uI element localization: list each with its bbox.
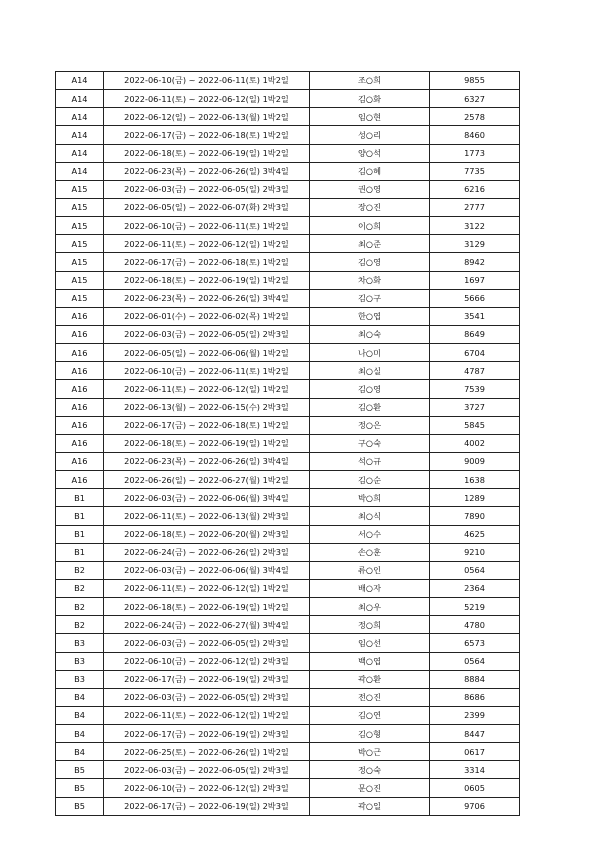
stay-period-cell: 2022-06-11(토) ~ 2022-06-12(일) 1박2일 [104,90,310,108]
reservation-code-cell: 6216 [430,180,520,198]
stay-period-cell: 2022-06-05(일) ~ 2022-06-06(월) 1박2일 [104,344,310,362]
stay-period-cell: 2022-06-26(일) ~ 2022-06-27(월) 1박2일 [104,471,310,489]
table-row [56,398,520,416]
stay-period-cell: 2022-06-11(토) ~ 2022-06-12(일) 1박2일 [104,380,310,398]
table-row [56,670,520,688]
site-cell: A16 [56,325,104,343]
guest-name-cell: 김○혜 [310,162,430,180]
reservation-code-cell: 5666 [430,289,520,307]
site-cell: A14 [56,126,104,144]
guest-name-cell: 문○진 [310,779,430,797]
reservation-code-cell: 1289 [430,489,520,507]
stay-period-cell: 2022-06-03(금) ~ 2022-06-05(일) 2박3일 [104,634,310,652]
reservation-code-cell: 1697 [430,271,520,289]
stay-period-cell: 2022-06-24(금) ~ 2022-06-26(일) 2박3일 [104,543,310,561]
site-cell: A15 [56,198,104,216]
site-cell: A15 [56,235,104,253]
table-row [56,706,520,724]
reservation-code-cell: 2399 [430,706,520,724]
site-cell: B5 [56,797,104,815]
guest-name-cell: 정○희 [310,616,430,634]
site-cell: B2 [56,579,104,597]
site-cell: A16 [56,344,104,362]
guest-name-cell: 백○엽 [310,652,430,670]
reservation-code-cell: 9855 [430,72,520,90]
table-row [56,416,520,434]
site-cell: B3 [56,652,104,670]
site-cell: B1 [56,489,104,507]
stay-period-cell: 2022-06-18(토) ~ 2022-06-19(일) 1박2일 [104,271,310,289]
table-row [56,598,520,616]
site-cell: B5 [56,779,104,797]
site-cell: A16 [56,471,104,489]
table-row [56,725,520,743]
reservation-code-cell: 7539 [430,380,520,398]
reservation-code-cell: 4002 [430,434,520,452]
stay-period-cell: 2022-06-23(목) ~ 2022-06-26(일) 3박4일 [104,289,310,307]
site-cell: B2 [56,616,104,634]
stay-period-cell: 2022-06-23(목) ~ 2022-06-26(일) 3박4일 [104,162,310,180]
site-cell: B1 [56,543,104,561]
site-cell: B3 [56,670,104,688]
site-cell: A15 [56,180,104,198]
guest-name-cell: 차○화 [310,271,430,289]
table-row [56,579,520,597]
table-row [56,271,520,289]
guest-name-cell: 장○진 [310,198,430,216]
guest-name-cell: 전○진 [310,688,430,706]
reservation-code-cell: 5845 [430,416,520,434]
site-cell: A14 [56,108,104,126]
site-cell: A15 [56,217,104,235]
table-row [56,144,520,162]
stay-period-cell: 2022-06-18(토) ~ 2022-06-19(일) 1박2일 [104,144,310,162]
stay-period-cell: 2022-06-17(금) ~ 2022-06-19(일) 2박3일 [104,797,310,815]
reservation-code-cell: 3122 [430,217,520,235]
reservation-code-cell: 8460 [430,126,520,144]
table-row [56,253,520,271]
table-row [56,325,520,343]
stay-period-cell: 2022-06-24(금) ~ 2022-06-27(월) 3박4일 [104,616,310,634]
reservation-code-cell: 9210 [430,543,520,561]
reservation-code-cell: 1773 [430,144,520,162]
table-row [56,452,520,470]
reservation-code-cell: 4780 [430,616,520,634]
reservation-code-cell: 5219 [430,598,520,616]
guest-name-cell: 조○희 [310,72,430,90]
reservation-code-cell: 8447 [430,725,520,743]
table-row [56,616,520,634]
guest-name-cell: 곽○일 [310,797,430,815]
guest-name-cell: 권○영 [310,180,430,198]
table-row [56,561,520,579]
table-row [56,471,520,489]
site-cell: B4 [56,688,104,706]
site-cell: A15 [56,253,104,271]
site-cell: A14 [56,162,104,180]
table-row [56,162,520,180]
table-row [56,543,520,561]
guest-name-cell: 김○영 [310,253,430,271]
guest-name-cell: 구○숙 [310,434,430,452]
reservation-rows [56,72,520,816]
stay-period-cell: 2022-06-03(금) ~ 2022-06-05(일) 2박3일 [104,180,310,198]
stay-period-cell: 2022-06-17(금) ~ 2022-06-18(토) 1박2일 [104,416,310,434]
stay-period-cell: 2022-06-11(토) ~ 2022-06-13(월) 2박3일 [104,507,310,525]
guest-name-cell: 최○숙 [310,325,430,343]
reservation-code-cell: 3129 [430,235,520,253]
guest-name-cell: 김○영 [310,380,430,398]
guest-name-cell: 김○구 [310,289,430,307]
reservation-code-cell: 6704 [430,344,520,362]
guest-name-cell: 김○형 [310,725,430,743]
table-row [56,108,520,126]
stay-period-cell: 2022-06-10(금) ~ 2022-06-12(일) 2박3일 [104,652,310,670]
site-cell: B5 [56,761,104,779]
guest-name-cell: 최○우 [310,598,430,616]
stay-period-cell: 2022-06-03(금) ~ 2022-06-06(월) 3박4일 [104,489,310,507]
site-cell: A14 [56,90,104,108]
table-row [56,180,520,198]
table-row [56,743,520,761]
site-cell: B2 [56,561,104,579]
guest-name-cell: 박○희 [310,489,430,507]
table-row [56,507,520,525]
table-row [56,489,520,507]
guest-name-cell: 나○미 [310,344,430,362]
site-cell: A14 [56,72,104,90]
stay-period-cell: 2022-06-11(토) ~ 2022-06-12(일) 1박2일 [104,235,310,253]
site-cell: B4 [56,706,104,724]
table-row [56,652,520,670]
guest-name-cell: 석○규 [310,452,430,470]
stay-period-cell: 2022-06-03(금) ~ 2022-06-05(일) 2박3일 [104,761,310,779]
table-row [56,90,520,108]
reservation-code-cell: 0617 [430,743,520,761]
reservation-table [55,71,520,816]
stay-period-cell: 2022-06-13(월) ~ 2022-06-15(수) 2박3일 [104,398,310,416]
reservation-code-cell: 0605 [430,779,520,797]
table-row [56,434,520,452]
site-cell: A15 [56,271,104,289]
site-cell: A16 [56,307,104,325]
guest-name-cell: 손○훈 [310,543,430,561]
stay-period-cell: 2022-06-03(금) ~ 2022-06-05(일) 2박3일 [104,688,310,706]
site-cell: A16 [56,416,104,434]
table-row [56,307,520,325]
guest-name-cell: 한○엽 [310,307,430,325]
guest-name-cell: 배○자 [310,579,430,597]
guest-name-cell: 김○화 [310,90,430,108]
stay-period-cell: 2022-06-11(토) ~ 2022-06-12(일) 1박2일 [104,579,310,597]
stay-period-cell: 2022-06-05(일) ~ 2022-06-07(화) 2박3일 [104,198,310,216]
table-row [56,344,520,362]
reservation-code-cell: 7735 [430,162,520,180]
guest-name-cell: 정○은 [310,416,430,434]
guest-name-cell: 서○수 [310,525,430,543]
table-row [56,797,520,815]
stay-period-cell: 2022-06-18(토) ~ 2022-06-19(일) 1박2일 [104,434,310,452]
guest-name-cell: 최○식 [310,507,430,525]
table-row [56,525,520,543]
guest-name-cell: 김○환 [310,398,430,416]
stay-period-cell: 2022-06-12(일) ~ 2022-06-13(월) 1박2일 [104,108,310,126]
reservation-code-cell: 4625 [430,525,520,543]
reservation-code-cell: 8649 [430,325,520,343]
reservation-code-cell: 0564 [430,652,520,670]
table-row [56,72,520,90]
stay-period-cell: 2022-06-10(금) ~ 2022-06-11(토) 1박2일 [104,362,310,380]
table-row [56,779,520,797]
stay-period-cell: 2022-06-03(금) ~ 2022-06-05(일) 2박3일 [104,325,310,343]
table-row [56,380,520,398]
table-row [56,217,520,235]
reservation-code-cell: 8884 [430,670,520,688]
reservation-code-cell: 9706 [430,797,520,815]
reservation-code-cell: 3541 [430,307,520,325]
table-row [56,761,520,779]
guest-name-cell: 박○근 [310,743,430,761]
guest-name-cell: 최○준 [310,235,430,253]
guest-name-cell: 이○희 [310,217,430,235]
guest-name-cell: 류○인 [310,561,430,579]
site-cell: B1 [56,507,104,525]
stay-period-cell: 2022-06-17(금) ~ 2022-06-18(토) 1박2일 [104,126,310,144]
guest-name-cell: 임○현 [310,108,430,126]
guest-name-cell: 김○순 [310,471,430,489]
stay-period-cell: 2022-06-23(목) ~ 2022-06-26(일) 3박4일 [104,452,310,470]
stay-period-cell: 2022-06-10(금) ~ 2022-06-11(토) 1박2일 [104,217,310,235]
guest-name-cell: 정○숙 [310,761,430,779]
reservation-code-cell: 9009 [430,452,520,470]
reservation-code-cell: 2364 [430,579,520,597]
stay-period-cell: 2022-06-10(금) ~ 2022-06-11(토) 1박2일 [104,72,310,90]
reservation-code-cell: 2578 [430,108,520,126]
reservation-code-cell: 3314 [430,761,520,779]
site-cell: B4 [56,743,104,761]
stay-period-cell: 2022-06-18(토) ~ 2022-06-20(월) 2박3일 [104,525,310,543]
reservation-code-cell: 6573 [430,634,520,652]
guest-name-cell: 최○실 [310,362,430,380]
reservation-code-cell: 2777 [430,198,520,216]
stay-period-cell: 2022-06-17(금) ~ 2022-06-19(일) 2박3일 [104,670,310,688]
site-cell: B2 [56,598,104,616]
site-cell: A14 [56,144,104,162]
guest-name-cell: 김○연 [310,706,430,724]
site-cell: A16 [56,434,104,452]
site-cell: B1 [56,525,104,543]
guest-name-cell: 곽○환 [310,670,430,688]
stay-period-cell: 2022-06-17(금) ~ 2022-06-19(일) 2박3일 [104,725,310,743]
site-cell: A16 [56,362,104,380]
stay-period-cell: 2022-06-03(금) ~ 2022-06-06(월) 3박4일 [104,561,310,579]
guest-name-cell: 임○선 [310,634,430,652]
reservation-code-cell: 8942 [430,253,520,271]
table-row [56,235,520,253]
site-cell: A16 [56,380,104,398]
reservation-code-cell: 6327 [430,90,520,108]
table-row [56,362,520,380]
stay-period-cell: 2022-06-25(토) ~ 2022-06-26(일) 1박2일 [104,743,310,761]
site-cell: A16 [56,398,104,416]
reservation-code-cell: 8686 [430,688,520,706]
table-row [56,126,520,144]
guest-name-cell: 성○리 [310,126,430,144]
stay-period-cell: 2022-06-01(수) ~ 2022-06-02(목) 1박2일 [104,307,310,325]
stay-period-cell: 2022-06-17(금) ~ 2022-06-18(토) 1박2일 [104,253,310,271]
site-cell: B3 [56,634,104,652]
site-cell: B4 [56,725,104,743]
table-row [56,289,520,307]
reservation-code-cell: 0564 [430,561,520,579]
table-row [56,688,520,706]
table-row [56,198,520,216]
table-row [56,634,520,652]
stay-period-cell: 2022-06-10(금) ~ 2022-06-12(일) 2박3일 [104,779,310,797]
guest-name-cell: 양○석 [310,144,430,162]
reservation-code-cell: 4787 [430,362,520,380]
stay-period-cell: 2022-06-18(토) ~ 2022-06-19(일) 1박2일 [104,598,310,616]
site-cell: A15 [56,289,104,307]
reservation-code-cell: 3727 [430,398,520,416]
reservation-code-cell: 1638 [430,471,520,489]
site-cell: A16 [56,452,104,470]
stay-period-cell: 2022-06-11(토) ~ 2022-06-12(일) 1박2일 [104,706,310,724]
reservation-code-cell: 7890 [430,507,520,525]
